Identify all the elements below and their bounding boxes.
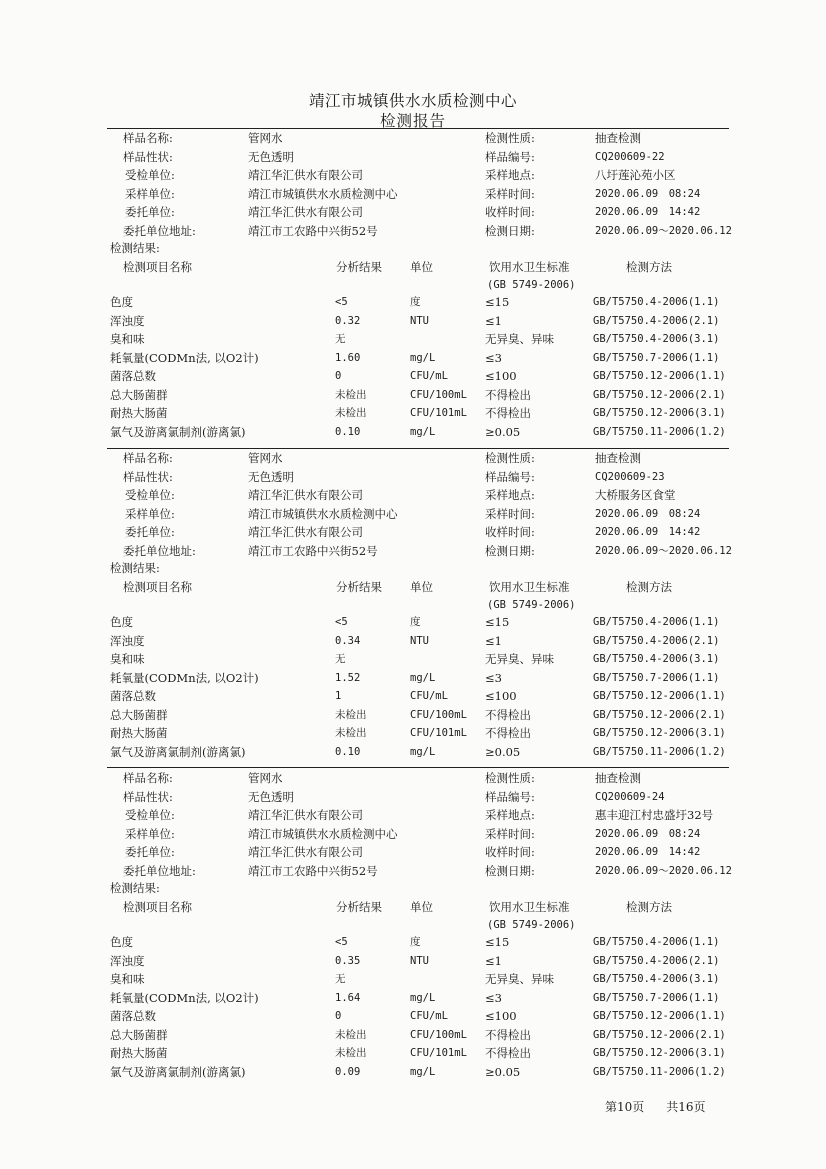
table-cell-unit: NTU <box>410 634 429 647</box>
table-cell-result: 未检出 <box>335 407 367 419</box>
label-test-date: 检测日期: <box>485 223 535 238</box>
value-sample-property: 无色透明 <box>248 469 294 484</box>
table-cell-result: 1.64 <box>335 991 361 1004</box>
table-cell-result: 未检出 <box>335 1028 367 1041</box>
col-header-result: 分析结果 <box>336 260 382 274</box>
table-cell-method: GB/T5750.7-2006(1.1) <box>593 671 720 684</box>
table-cell-result: 0 <box>335 370 342 382</box>
value-sample-name: 管网水 <box>248 451 283 465</box>
table-cell-method: GB/T5750.4-2006(3.1) <box>593 333 720 345</box>
table-cell-standard: 无异臭、异味 <box>485 652 554 666</box>
col-header-std: 饮用水卫生标准 <box>489 580 570 594</box>
table-cell-method: GB/T5750.4-2006(2.1) <box>593 314 720 327</box>
value-sample-no: CQ200609-23 <box>595 470 665 483</box>
table-cell-method: GB/T5750.4-2006(2.1) <box>593 954 720 967</box>
table-cell-unit: CFU/mL <box>410 370 448 382</box>
label-sample-property: 样品性状: <box>123 789 173 804</box>
col-header-method: 检测方法 <box>626 260 672 274</box>
table-cell-result: <5 <box>335 296 348 308</box>
col-header-method: 检测方法 <box>626 580 672 594</box>
table-cell-item: 色度 <box>110 295 133 309</box>
table-cell-standard: ≤3 <box>485 670 502 685</box>
table-cell-item: 浑浊度 <box>110 633 145 648</box>
value-receive-time: 2020.06.09 14:42 <box>595 526 701 538</box>
value-receive-time: 2020.06.09 14:42 <box>595 846 701 858</box>
label-sample-property: 样品性状: <box>123 149 173 164</box>
value-inspected-unit: 靖江华汇供水有限公司 <box>248 488 363 502</box>
table-cell-item: 氯气及游离氯制剂(游离氯) <box>110 424 246 439</box>
table-cell-unit: mg/L <box>410 671 436 684</box>
table-cell-result: <5 <box>335 936 348 948</box>
table-cell-method: GB/T5750.7-2006(1.1) <box>593 351 720 364</box>
table-cell-unit: mg/L <box>410 351 436 364</box>
table-cell-item: 菌落总数 <box>110 689 156 703</box>
table-cell-standard: ≤100 <box>485 689 517 703</box>
table-cell-standard: ≤1 <box>485 953 502 968</box>
table-cell-standard: ≤100 <box>485 369 517 383</box>
table-cell-standard: 无异臭、异味 <box>485 972 554 986</box>
org-title: 靖江市城镇供水水质检测中心 <box>308 92 517 110</box>
table-cell-unit: 度 <box>410 616 421 628</box>
table-cell-unit: CFU/mL <box>410 1010 448 1022</box>
label-client: 委托单位: <box>125 205 175 219</box>
table-cell-result: 0 <box>335 1010 342 1022</box>
value-sampling-unit: 靖江市城镇供水水质检测中心 <box>248 826 398 841</box>
table-cell-method: GB/T5750.11-2006(1.2) <box>593 1065 726 1078</box>
table-cell-standard: 不得检出 <box>485 406 531 420</box>
value-sample-no: CQ200609-22 <box>595 150 665 163</box>
col-header-unit: 单位 <box>410 580 433 594</box>
table-cell-method: GB/T5750.12-2006(1.1) <box>593 1010 726 1022</box>
table-cell-method: GB/T5750.12-2006(2.1) <box>593 708 726 721</box>
table-cell-result: 1.60 <box>335 351 361 364</box>
table-cell-standard: ≤3 <box>485 990 502 1005</box>
label-sampling-site: 采样地点: <box>485 808 535 822</box>
table-cell-standard: 不得检出 <box>485 726 531 740</box>
table-cell-result: 无 <box>335 973 346 985</box>
table-cell-unit: mg/L <box>410 745 436 758</box>
label-inspected-unit: 受检单位: <box>125 168 175 182</box>
table-cell-unit: CFU/100mL <box>410 708 467 721</box>
value-sampling-unit: 靖江市城镇供水水质检测中心 <box>248 186 398 201</box>
label-sampling-time: 采样时间: <box>485 506 535 521</box>
value-test-nature: 抽查检测 <box>595 771 641 785</box>
label-sampling-unit: 采样单位: <box>125 506 175 521</box>
table-cell-result: 未检出 <box>335 708 367 721</box>
table-cell-standard: ≤15 <box>485 935 510 949</box>
table-cell-result: 未检出 <box>335 388 367 401</box>
value-sample-property: 无色透明 <box>248 149 294 164</box>
label-sample-property: 样品性状: <box>123 469 173 484</box>
table-cell-item: 氯气及游离氯制剂(游离氯) <box>110 744 246 759</box>
table-cell-standard: ≥0.05 <box>485 424 521 439</box>
table-cell-method: GB/T5750.12-2006(3.1) <box>593 1047 726 1059</box>
table-cell-item: 浑浊度 <box>110 313 145 328</box>
table-cell-item: 菌落总数 <box>110 369 156 383</box>
label-inspected-unit: 受检单位: <box>125 488 175 502</box>
table-cell-standard: 不得检出 <box>485 387 531 402</box>
table-cell-method: GB/T5750.12-2006(1.1) <box>593 690 726 702</box>
table-cell-unit: mg/L <box>410 1065 436 1078</box>
col-header-item: 检测项目名称 <box>123 580 192 594</box>
table-cell-result: 未检出 <box>335 1047 367 1059</box>
table-cell-method: GB/T5750.7-2006(1.1) <box>593 991 720 1004</box>
label-sample-no: 样品编号: <box>485 469 535 484</box>
label-test-date: 检测日期: <box>485 543 535 558</box>
table-cell-method: GB/T5750.12-2006(2.1) <box>593 388 726 401</box>
table-cell-result: 0.32 <box>335 314 361 327</box>
table-cell-standard: ≤1 <box>485 313 502 328</box>
value-inspected-unit: 靖江华汇供水有限公司 <box>248 168 363 182</box>
table-cell-standard: ≤100 <box>485 1009 517 1023</box>
table-cell-standard: ≥0.05 <box>485 744 521 759</box>
value-sampling-site: 大桥服务区食堂 <box>595 488 676 502</box>
label-sample-name: 样品名称: <box>123 451 173 465</box>
col-header-method: 检测方法 <box>626 900 672 914</box>
table-cell-item: 总大肠菌群 <box>110 707 168 722</box>
table-cell-result: 0.10 <box>335 425 361 438</box>
table-cell-unit: CFU/mL <box>410 690 448 702</box>
col-header-std-code: (GB 5749-2006) <box>487 599 576 611</box>
value-sampling-site: 惠丰迎江村忠盛圩32号 <box>595 808 714 822</box>
results-label: 检测结果: <box>110 241 160 255</box>
col-header-std-code: (GB 5749-2006) <box>487 279 576 291</box>
value-test-date: 2020.06.09～2020.06.12 <box>595 544 732 557</box>
page-number: 第10页 <box>605 1100 645 1114</box>
table-cell-unit: CFU/100mL <box>410 388 467 401</box>
label-receive-time: 收样时间: <box>485 205 535 219</box>
table-cell-unit: mg/L <box>410 991 436 1004</box>
value-client: 靖江华汇供水有限公司 <box>248 205 363 219</box>
table-cell-result: 无 <box>335 653 346 665</box>
value-client: 靖江华汇供水有限公司 <box>248 845 363 859</box>
table-cell-result: 无 <box>335 333 346 345</box>
label-sampling-unit: 采样单位: <box>125 826 175 841</box>
table-cell-method: GB/T5750.4-2006(1.1) <box>593 616 720 628</box>
table-cell-method: GB/T5750.4-2006(2.1) <box>593 634 720 647</box>
table-cell-standard: ≤1 <box>485 633 502 648</box>
table-cell-item: 总大肠菌群 <box>110 387 168 402</box>
table-cell-method: GB/T5750.12-2006(3.1) <box>593 727 726 739</box>
value-test-nature: 抽查检测 <box>595 131 641 145</box>
table-cell-method: GB/T5750.12-2006(1.1) <box>593 370 726 382</box>
table-cell-item: 耗氧量(CODMn法, 以O2计) <box>110 990 259 1005</box>
value-sampling-time: 2020.06.09 08:24 <box>595 507 701 520</box>
col-header-unit: 单位 <box>410 900 433 914</box>
table-cell-method: GB/T5750.4-2006(1.1) <box>593 296 720 308</box>
table-cell-item: 色度 <box>110 615 133 629</box>
table-cell-item: 氯气及游离氯制剂(游离氯) <box>110 1064 246 1079</box>
section-divider <box>107 767 729 768</box>
value-receive-time: 2020.06.09 14:42 <box>595 206 701 218</box>
table-cell-result: 0.09 <box>335 1065 361 1078</box>
table-cell-method: GB/T5750.12-2006(2.1) <box>593 1028 726 1041</box>
table-cell-result: 1 <box>335 690 342 702</box>
label-sampling-site: 采样地点: <box>485 168 535 182</box>
value-sampling-time: 2020.06.09 08:24 <box>595 827 701 840</box>
section-divider <box>107 448 729 449</box>
value-sample-name: 管网水 <box>248 771 283 785</box>
table-cell-result: 0.34 <box>335 634 361 647</box>
label-receive-time: 收样时间: <box>485 845 535 859</box>
table-cell-item: 耐热大肠菌 <box>110 726 168 740</box>
table-cell-unit: NTU <box>410 954 429 967</box>
table-cell-item: 耐热大肠菌 <box>110 1046 168 1060</box>
col-header-item: 检测项目名称 <box>123 260 192 274</box>
table-cell-method: GB/T5750.4-2006(1.1) <box>593 936 720 948</box>
label-client-address: 委托单位地址: <box>123 543 196 558</box>
label-test-nature: 检测性质: <box>485 451 535 465</box>
table-cell-unit: CFU/101mL <box>410 727 467 739</box>
table-cell-item: 耐热大肠菌 <box>110 406 168 420</box>
label-sample-name: 样品名称: <box>123 771 173 785</box>
table-cell-standard: ≤3 <box>485 350 502 365</box>
results-label: 检测结果: <box>110 561 160 575</box>
label-sampling-unit: 采样单位: <box>125 186 175 201</box>
value-test-nature: 抽查检测 <box>595 451 641 465</box>
table-cell-item: 臭和味 <box>110 332 145 346</box>
label-client-address: 委托单位地址: <box>123 863 196 878</box>
value-client-address: 靖江市工农路中兴街52号 <box>248 223 378 238</box>
table-cell-unit: CFU/100mL <box>410 1028 467 1041</box>
col-header-std-code: (GB 5749-2006) <box>487 919 576 931</box>
table-cell-item: 耗氧量(CODMn法, 以O2计) <box>110 350 259 365</box>
table-cell-standard: ≥0.05 <box>485 1064 521 1079</box>
table-cell-item: 耗氧量(CODMn法, 以O2计) <box>110 670 259 685</box>
table-cell-item: 臭和味 <box>110 652 145 666</box>
table-cell-standard: 不得检出 <box>485 1027 531 1042</box>
label-sample-no: 样品编号: <box>485 789 535 804</box>
label-test-nature: 检测性质: <box>485 771 535 785</box>
table-cell-unit: 度 <box>410 296 421 308</box>
page-footer <box>605 1098 728 1115</box>
table-cell-unit: NTU <box>410 314 429 327</box>
value-test-date: 2020.06.09～2020.06.12 <box>595 224 732 237</box>
col-header-std: 饮用水卫生标准 <box>489 260 570 274</box>
table-cell-unit: 度 <box>410 936 421 948</box>
value-sample-property: 无色透明 <box>248 789 294 804</box>
label-client: 委托单位: <box>125 845 175 859</box>
value-client: 靖江华汇供水有限公司 <box>248 525 363 539</box>
label-test-nature: 检测性质: <box>485 131 535 145</box>
table-cell-method: GB/T5750.12-2006(3.1) <box>593 407 726 419</box>
label-sampling-time: 采样时间: <box>485 826 535 841</box>
table-cell-item: 浑浊度 <box>110 953 145 968</box>
table-cell-item: 色度 <box>110 935 133 949</box>
col-header-std: 饮用水卫生标准 <box>489 900 570 914</box>
table-cell-method: GB/T5750.11-2006(1.2) <box>593 425 726 438</box>
table-cell-result: 0.10 <box>335 745 361 758</box>
table-cell-result: 1.52 <box>335 671 361 684</box>
table-cell-method: GB/T5750.4-2006(3.1) <box>593 973 720 985</box>
label-sampling-time: 采样时间: <box>485 186 535 201</box>
value-sampling-time: 2020.06.09 08:24 <box>595 187 701 200</box>
col-header-unit: 单位 <box>410 260 433 274</box>
table-cell-standard: ≤15 <box>485 615 510 629</box>
label-receive-time: 收样时间: <box>485 525 535 539</box>
table-cell-unit: CFU/101mL <box>410 407 467 419</box>
value-client-address: 靖江市工农路中兴街52号 <box>248 543 378 558</box>
table-cell-unit: CFU/101mL <box>410 1047 467 1059</box>
col-header-item: 检测项目名称 <box>123 900 192 914</box>
results-label: 检测结果: <box>110 881 160 895</box>
label-sample-no: 样品编号: <box>485 149 535 164</box>
report-title: 检测报告 <box>379 112 446 130</box>
value-client-address: 靖江市工农路中兴街52号 <box>248 863 378 878</box>
table-cell-item: 菌落总数 <box>110 1009 156 1023</box>
value-sampling-site: 八圩莲沁苑小区 <box>595 168 676 182</box>
table-cell-result: <5 <box>335 616 348 628</box>
table-cell-result: 0.35 <box>335 954 361 967</box>
table-cell-method: GB/T5750.4-2006(3.1) <box>593 653 720 665</box>
table-cell-standard: 不得检出 <box>485 707 531 722</box>
table-cell-item: 臭和味 <box>110 972 145 986</box>
label-inspected-unit: 受检单位: <box>125 808 175 822</box>
section-divider <box>107 128 729 129</box>
label-client-address: 委托单位地址: <box>123 223 196 238</box>
label-test-date: 检测日期: <box>485 863 535 878</box>
value-test-date: 2020.06.09～2020.06.12 <box>595 864 732 877</box>
label-sampling-site: 采样地点: <box>485 488 535 502</box>
value-sample-no: CQ200609-24 <box>595 790 665 803</box>
col-header-result: 分析结果 <box>336 900 382 914</box>
table-cell-unit: mg/L <box>410 425 436 438</box>
label-sample-name: 样品名称: <box>123 131 173 145</box>
value-sampling-unit: 靖江市城镇供水水质检测中心 <box>248 506 398 521</box>
value-sample-name: 管网水 <box>248 131 283 145</box>
label-client: 委托单位: <box>125 525 175 539</box>
col-header-result: 分析结果 <box>336 580 382 594</box>
table-cell-item: 总大肠菌群 <box>110 1027 168 1042</box>
table-cell-result: 未检出 <box>335 727 367 739</box>
table-cell-standard: 不得检出 <box>485 1046 531 1060</box>
value-inspected-unit: 靖江华汇供水有限公司 <box>248 808 363 822</box>
table-cell-standard: 无异臭、异味 <box>485 332 554 346</box>
table-cell-standard: ≤15 <box>485 295 510 309</box>
page-total: 共16页 <box>666 1100 706 1114</box>
table-cell-method: GB/T5750.11-2006(1.2) <box>593 745 726 758</box>
